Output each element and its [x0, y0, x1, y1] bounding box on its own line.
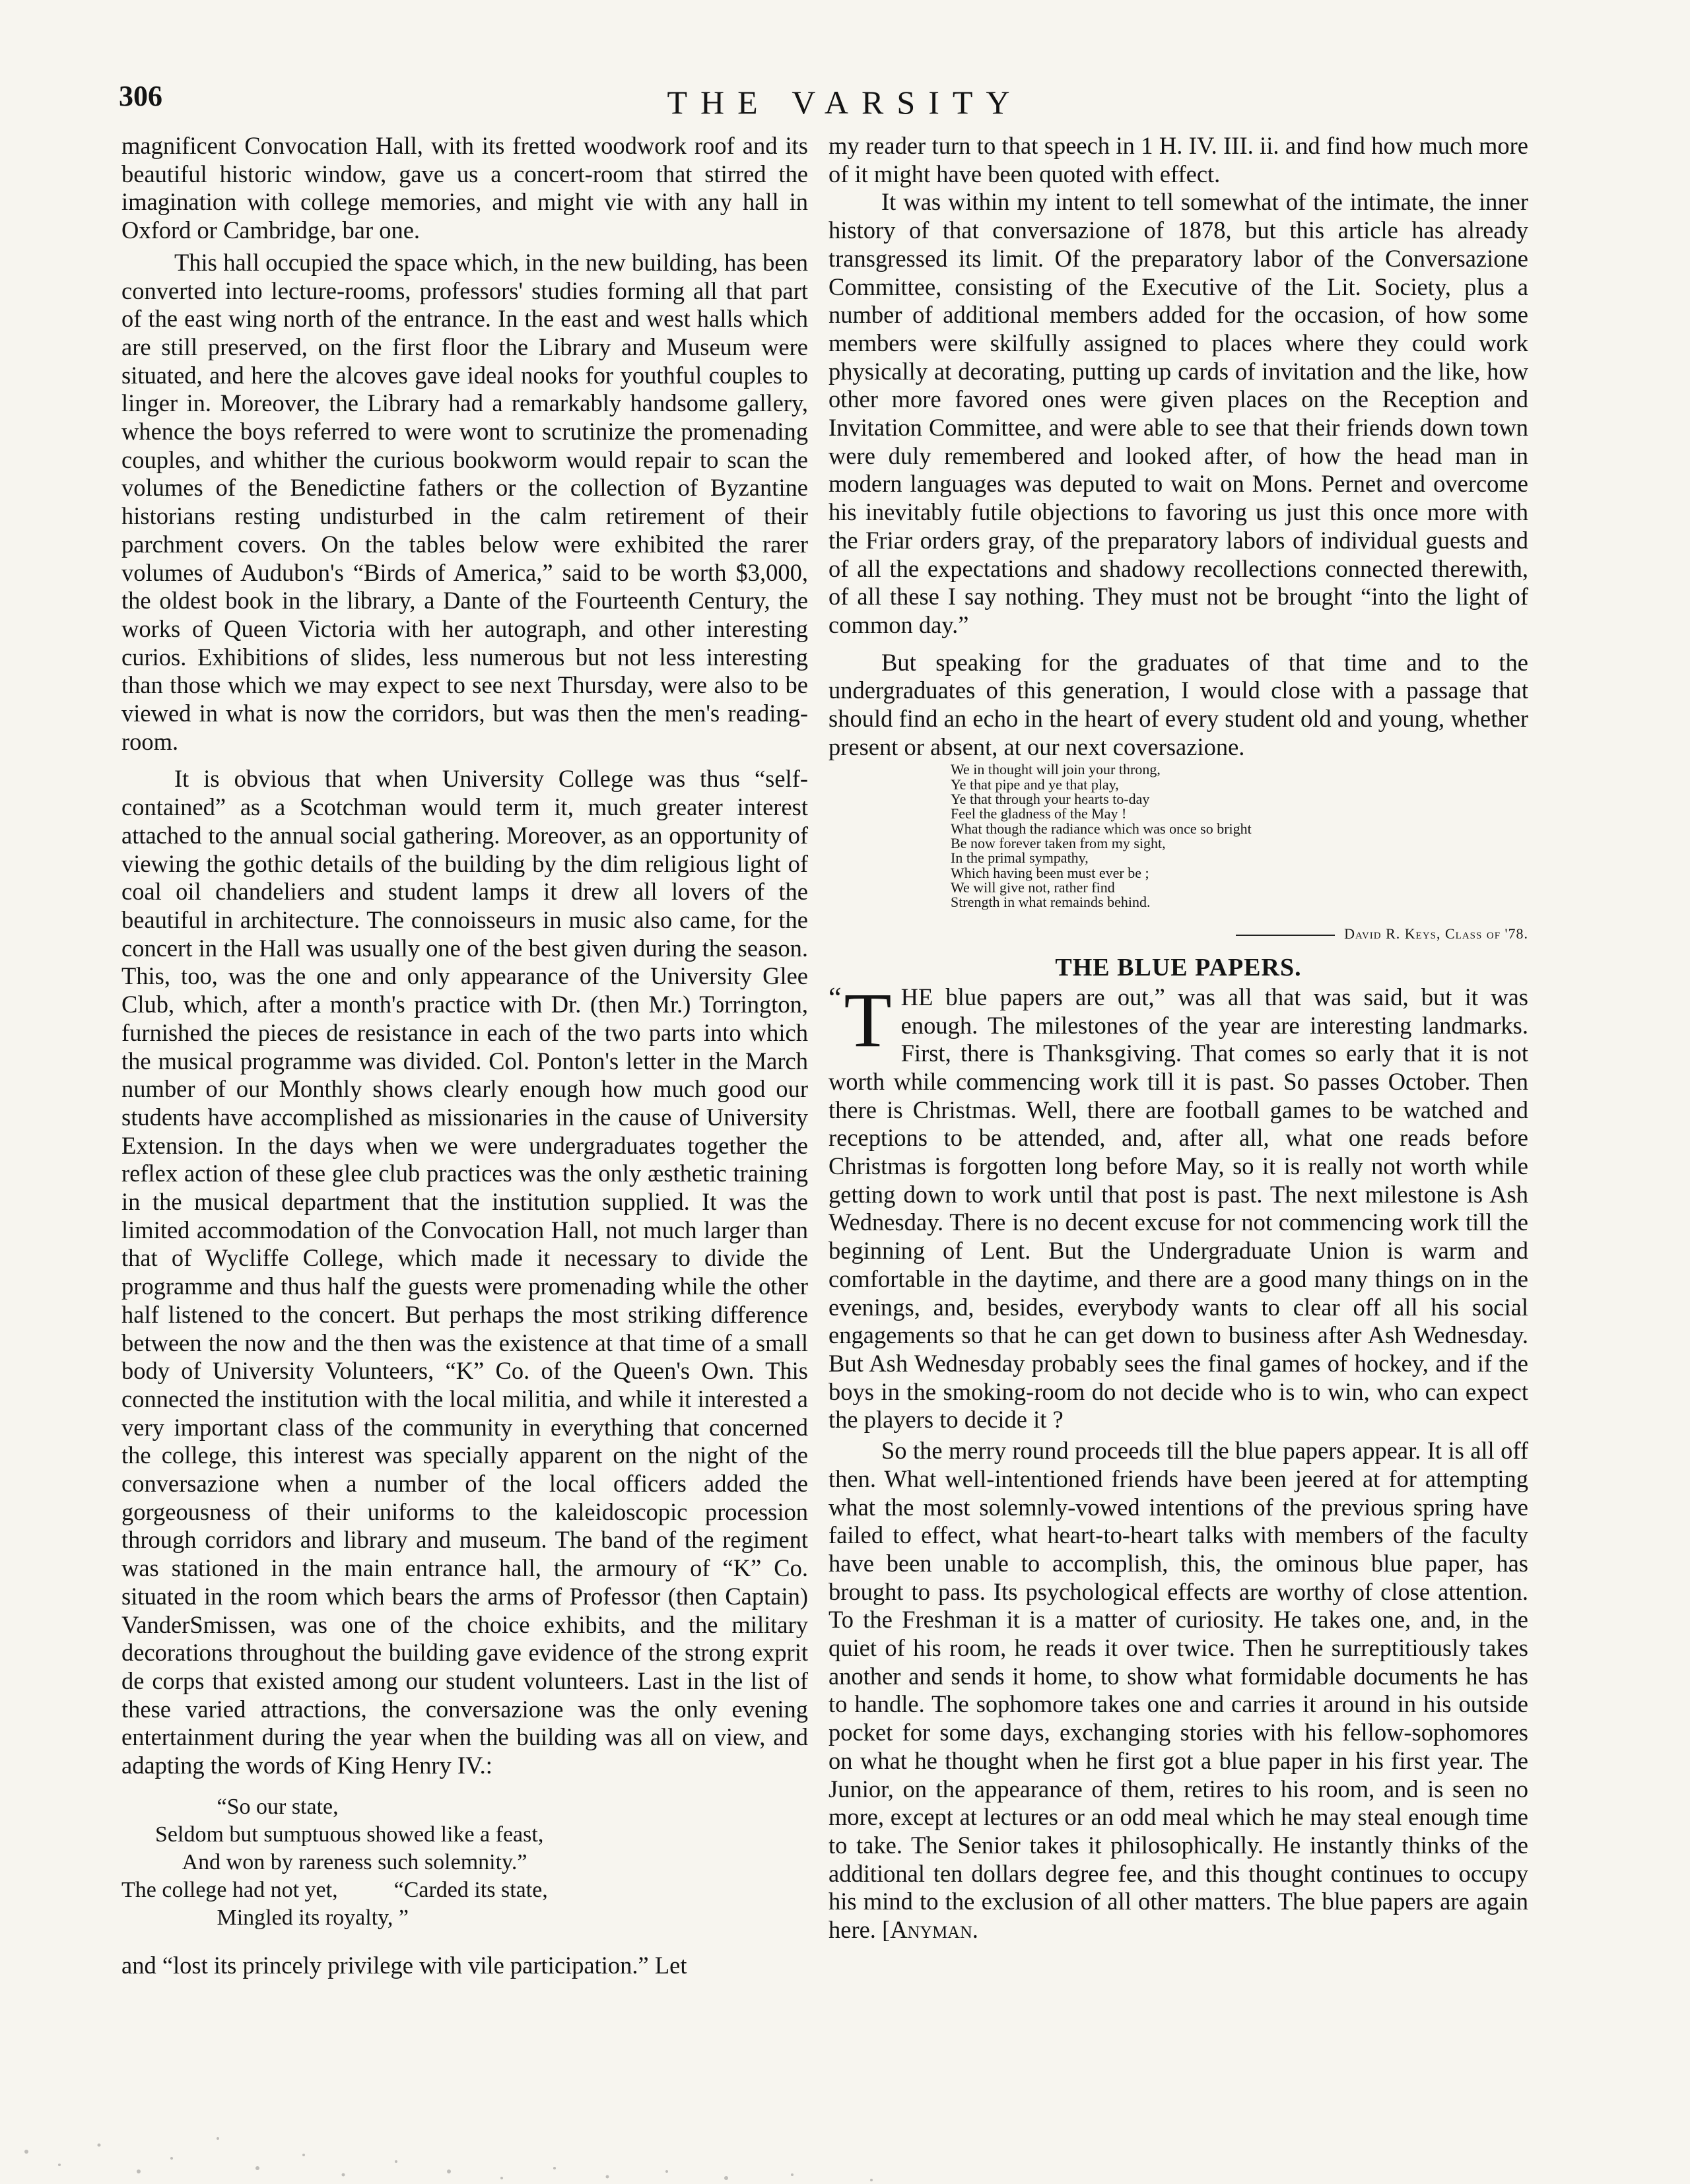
blue-papers-paragraph-2 — [828, 1437, 1528, 1944]
right-paragraph-3: But speaking for the graduates of that time and to the undergraduates of this generation, I would close with a passage that should find an echo in the heart of every student old and young, whether present or absent, at our next coversazione. — [828, 648, 1528, 760]
page-number: 306 — [119, 80, 162, 112]
quote-line: Seldom but sumptuous showed like a feast, — [121, 1822, 544, 1847]
poem-line: What though the radiance which was once so bright — [951, 820, 1252, 837]
opening-quote-mark: “ — [828, 981, 842, 1014]
blue-papers-text-2: So the merry round proceeds till the blue papers appear. It is all off then. What well-intentioned friends have been jeered at for attempting what the most solemnly-vowed intentions of the previous spring have failed to effect, what heart-to-heart talks with members of the faculty have been unable to accomplish, this, the ominous blue paper, has brought to pass. Its psychological effects are worthy of close attention. To the Freshman it is a matter of curiosity. He takes one, and, in the quiet of his room, he reads it over twice. Then he surreptitiously takes another and sends it home, to show what formidable documents he has to handle. The sophomore takes one and carries it around in his outside pocket for some days, exchanging stories with his fellow-sophomores on what he thought when he first got a blue paper in his first year. The Junior, on the appearance of them, retires to his room, and is seen no more, except at lectures or an odd meal which he may steal enough time to take. The Senior takes it philosophically. He instantly thinks of the additional ten dollars degree fee, and this thought continues to occupy his mind to the exclusion of all other matters. The blue papers are again here. — [828, 1437, 1528, 1944]
signature-rule — [1236, 935, 1335, 936]
left-column — [121, 132, 808, 1979]
blue-papers-author: [Anyman. — [882, 1916, 978, 1944]
king-henry-quote — [121, 1793, 808, 1932]
closing-poem — [951, 762, 1528, 910]
poem-line: Be now forever taken from my sight, — [951, 834, 1166, 851]
scan-noise-decoration — [0, 2046, 1690, 2184]
left-paragraph-1: magnificent Convocation Hall, with its fretted woodwork roof and its beautiful historic window, gave us a concert-room that stirred the imagination with college memories, and might vie with any hall in Oxford or Cambridge, bar one. — [121, 132, 808, 244]
masthead-title: THE VARSITY — [667, 84, 1023, 121]
right-paragraph-1: my reader turn to that speech in 1 H. IV. III. ii. and find how much more of it might have been quoted with effect. — [828, 132, 1528, 187]
poem-line: Ye that pipe and ye that play, — [951, 776, 1119, 793]
right-paragraph-2: It was within my intent to tell somewhat of the intimate, the inner history of that conversazione of 1878, but this article has already transgressed its limit. Of the preparatory labor of the Conversazione Committee, consisting of the Executive of the Lit. Society, plus a number of additional members added for the occasion, of how some members were skilfully assigned to places where they could work physically at decorating, putting up cards of invitation and the like, how other more favored ones were given places on the Reception and Invitation Committee, and were able to see that their friends down town were duly remembered and looked after, of how the head man in modern languages was deputed to wait on Mons. Pernet and overcome his inevitably futile objections to favoring us just this once more with the Friar orders gray, of the preparatory labors of individual guests and of all the expectations and shadowy recollections connected therewith, of all these I say nothing. They must not be brought “into the light of common day.” — [828, 188, 1528, 638]
poem-line: Which having been must ever be ; — [951, 864, 1149, 881]
article-signature — [828, 920, 1528, 948]
poem-line: Strength in what remainds behind. — [951, 894, 1151, 911]
quote-line: The college had not yet, “Carded its state, — [121, 1877, 548, 1902]
scan-speckles — [24, 2137, 873, 2181]
blue-papers-text-1: HE blue papers are out,” was all that was said, but it was enough. The milestones of the year are interesting landmarks. First, there is Thanksgiving. That comes so early that it is not worth while commencing work till it is past. So passes October. Then there is Christmas. Well, there are football games to be watched and receptions to be attended, and, after all, what one reads before Christmas is forgotten long before May, so it is really not worth while getting down to work until that post is past. The next milestone is Ash Wednesday. There is no decent excuse for not commencing work till the beginning of Lent. But the Undergraduate Union is warm and comfortable in the daytime, and there are a good many things on in the evenings, and, besides, everybody wants to clear off all his social engagements so that he can get down to business after Ash Wednesday. But Ash Wednesday probably sees the final games of hockey, and if the boys in the smoking-room do not decide who is to win, who can expect the players to decide it ? — [828, 983, 1528, 1434]
poem-line: In the primal sympathy, — [951, 849, 1089, 867]
poem-line: Ye that through your hearts to-day — [951, 791, 1150, 808]
drop-cap: T — [844, 976, 892, 1063]
left-paragraph-4: and “lost its princely privilege with vile participation.” Let — [121, 1951, 687, 1979]
page-header — [0, 79, 1690, 132]
left-paragraph-3: It is obvious that when University College was thus “self-contained” as a Scotchman would term it, much greater interest attached to the annual social gathering. Moreover, as an opportunity of viewing the gothic details of the building by the dim religious light of coal oil chandeliers and student lamps it drew all lovers of the beautiful in architecture. The connoisseurs in music also came, for the concert in the Hall was usually one of the best given during the season. This, too, was the one and only appearance of the University Glee Club, which, after a month's practice with Dr. (then Mr.) Torrington, furnished the pieces de resistance in each of the two parts into which the musical programme was divided. Col. Ponton's letter in the March number of our Monthly shows clearly enough how much good our students have accomplished as missionaries in the cause of University Extension. In the days when we were undergraduates together the reflex action of these glee club practices was the only æsthetic training in the musical department that the institution supplied. It was the limited accommodation of the Convocation Hall, not much larger than that of Wycliffe College, which made it necessary to divide the programme and thus half the guests were promenading while the other half listened to the concert. But perhaps the most striking difference between the now and the then was the existence at that time of a small body of University Volunteers, “K” Co. of the Queen's Own. This connected the institution with the local militia, and while it interested a very important class of the community in everything that concerned the college, this interest was specially apparent on the night of the conversazione when a number of the local officers added the gorgeousness of their uniforms to the kaleidoscopic procession through corridors and library and museum. The band of the regiment was stationed in the main entrance hall, the armoury of “K” Co. situated in the room which bears the arms of Professor (then Captain) VanderSmissen, was one of the choice exhibits, and the military decorations throughout the building gave evidence of the strong exprit de corps that existed among our student volunteers. Last in the list of these varied attractions, the conversazione was the only evening entertainment during the year when the building was all on view, and adapting the words of King Henry IV.: — [121, 765, 808, 1779]
quote-line: “So our state, — [121, 1794, 339, 1819]
section-heading: THE BLUE PAPERS. — [1055, 954, 1302, 982]
poem-line: We will give not, rather find — [951, 878, 1115, 896]
quote-line: Mingled its royalty, ” — [121, 1905, 409, 1930]
poem-line: Feel the gladness of the May ! — [951, 805, 1127, 822]
right-column — [828, 132, 1528, 1944]
left-paragraph-2: This hall occupied the space which, in the new building, has been converted into lecture-rooms, professors' studies forming all that part of the east wing north of the entrance. In the east and west halls which are still preserved, on the first floor the Library and Museum were situated, and here the alcoves gave ideal nooks for youthful couples to linger in. Moreover, the Library had a remarkably handsome gallery, whence the boys referred to were wont to scrutinize the promenading couples, and whither the curious bookworm would repair to scan the volumes of the Benedictine fathers or the collection of Byzantine historians resting undisturbed in the calm retirement of their parchment covers. On the tables below were exhibited the rarer volumes of Audubon's “Birds of America,” said to be worth $3,000, the oldest book in the library, a Dante of the Fourteenth Century, the works of Queen Victoria with her autograph, and other interesting curios. Exhibitions of slides, less numerous but not less interesting than those which we may expect to see next Thursday, were also to be viewed in what is now the corridors, but was then the men's reading-room. — [121, 248, 808, 755]
poem-line: We in thought will join your throng, — [951, 761, 1161, 778]
blue-papers-paragraph-1 — [828, 976, 1528, 1434]
signature-text: David R. Keys, Class of '78. — [1344, 925, 1528, 943]
quote-line: And won by rareness such solemnity.” — [121, 1849, 527, 1874]
